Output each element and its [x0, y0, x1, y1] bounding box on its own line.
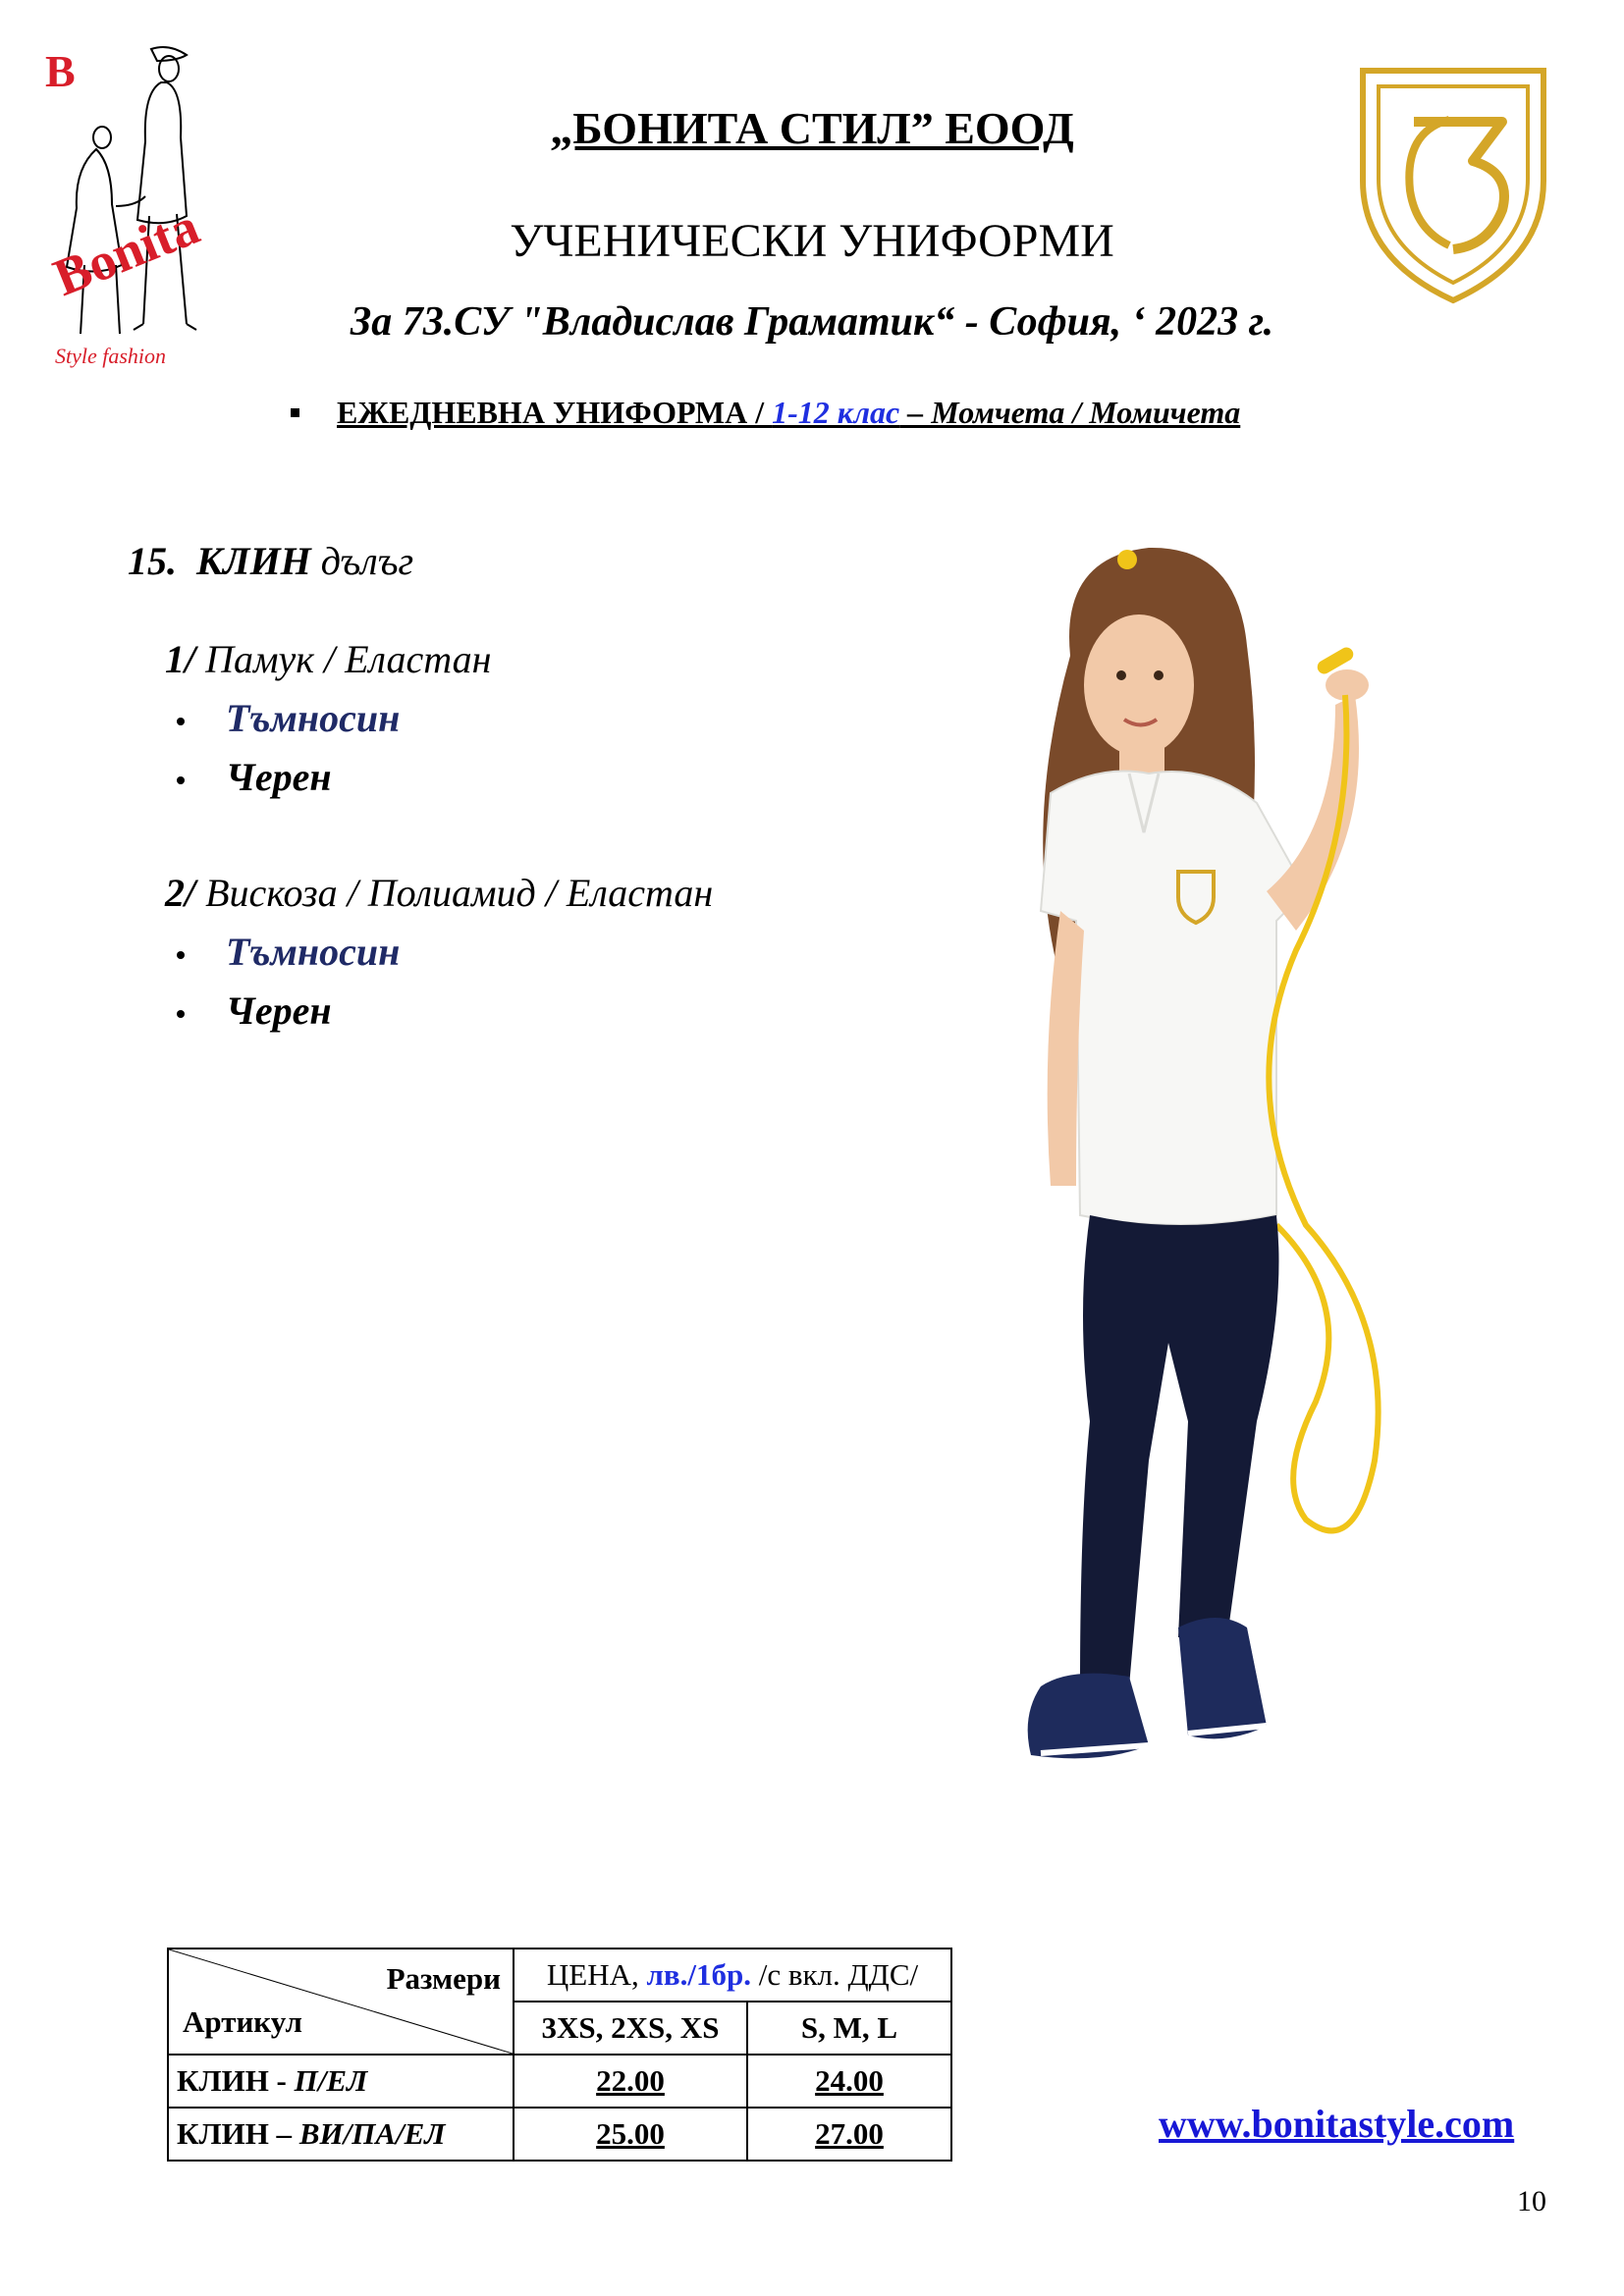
color-item — [177, 988, 332, 1034]
article-cell — [168, 2055, 514, 2108]
uniform-grade: 1-12 клас — [772, 395, 900, 430]
price-header-prefix: ЦЕНА, — [546, 1957, 647, 1992]
price-cell: 27.00 — [747, 2108, 951, 2161]
material-2-number: 2/ — [165, 871, 196, 915]
corner-article-label: Артикул — [183, 2004, 302, 2039]
material-1 — [165, 636, 491, 682]
price-header-cell — [514, 1949, 951, 2002]
website-link[interactable]: www.bonitastyle.com — [1159, 2102, 1515, 2146]
size-range-cell: 3XS, 2XS, XS — [514, 2002, 747, 2055]
article-cell — [168, 2108, 514, 2161]
material-1-composition: Памук / Еластан — [205, 637, 492, 681]
square-bullet-icon — [291, 408, 299, 417]
uniform-type-line — [291, 395, 1240, 431]
item-heading — [128, 538, 413, 584]
color-item — [177, 929, 400, 975]
item-name-suffix: дълъг — [320, 539, 414, 583]
price-cell: 22.00 — [514, 2055, 747, 2108]
price-cell: 24.00 — [747, 2055, 951, 2108]
color-item — [177, 754, 332, 800]
article-code: ВИ/ПА/ЕЛ — [298, 2116, 446, 2151]
bullet-icon — [177, 718, 185, 725]
bonita-logo-initial: B — [45, 46, 76, 96]
product-photo — [982, 538, 1453, 1834]
price-header-suffix: /с вкл. ДДС/ — [750, 1957, 919, 1992]
article-code: П/ЕЛ — [294, 2063, 368, 2098]
uniform-type-prefix: ЕЖЕДНЕВНА УНИФОРМА / — [337, 395, 773, 430]
bullet-icon — [177, 776, 185, 784]
article-prefix: КЛИН - — [177, 2063, 295, 2098]
bullet-icon — [177, 1010, 185, 1018]
color-item — [177, 695, 400, 741]
color-name: Тъмносин — [226, 930, 401, 974]
bullet-icon — [177, 951, 185, 959]
article-prefix: КЛИН – — [177, 2116, 299, 2151]
color-name: Тъмносин — [226, 696, 401, 740]
color-name: Черен — [226, 988, 332, 1033]
price-table — [167, 1948, 952, 2162]
table-corner-cell — [168, 1949, 514, 2055]
material-1-number: 1/ — [165, 637, 196, 681]
school-line: За 73.СУ "Владислав Граматик“ - София, ‘ 2023 г. — [350, 299, 1274, 345]
bonita-logo-tagline: Style fashion — [55, 344, 167, 368]
page-number: 10 — [1517, 2185, 1546, 2217]
table-row — [168, 2108, 951, 2161]
size-range-cell: S, M, L — [747, 2002, 951, 2055]
document-title: УЧЕНИЧЕСКИ УНИФОРМИ — [510, 215, 1114, 267]
uniform-type-suffix: – Момчета / Момичета — [899, 395, 1241, 430]
table-header-row — [168, 1949, 951, 2002]
item-name: КЛИН — [196, 539, 311, 583]
company-name: „БОНИТА СТИЛ” ЕООД — [550, 103, 1074, 153]
material-2-composition: Вискоза / Полиамид / Еластан — [205, 871, 714, 915]
price-cell: 25.00 — [514, 2108, 747, 2161]
bonita-logo-name: Bonita — [45, 196, 207, 307]
corner-sizes-label: Размери — [386, 1961, 501, 1996]
material-2 — [165, 870, 713, 916]
item-number: 15. — [128, 539, 177, 583]
table-row — [168, 2055, 951, 2108]
school-crest-logo — [1355, 63, 1551, 306]
color-name: Черен — [226, 755, 332, 799]
price-header-unit: лв./1бр. — [646, 1957, 751, 1992]
